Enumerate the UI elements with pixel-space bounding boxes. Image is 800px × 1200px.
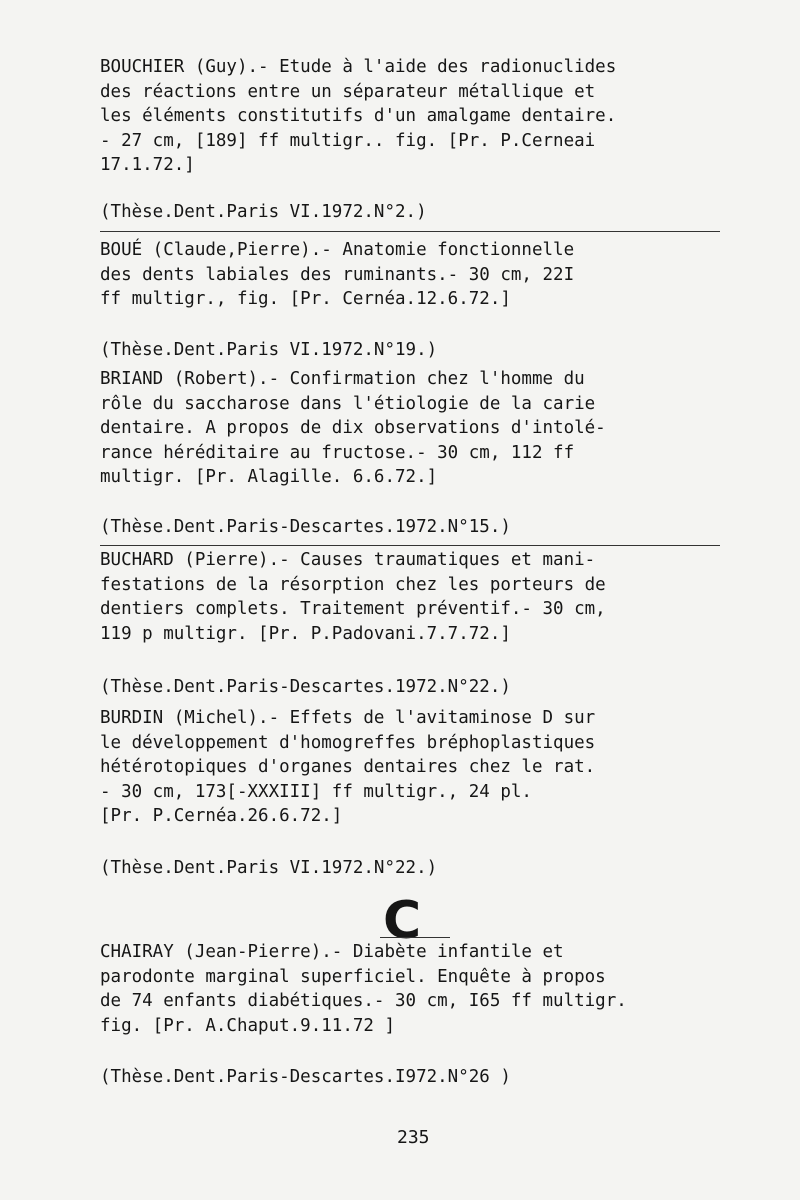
page-number: 235 <box>397 1127 430 1148</box>
entry-line: BRIAND (Robert).- Confirmation chez l'homme du <box>100 369 585 389</box>
entry-line: le développement d'homogreffes bréphoplastiques <box>100 732 596 753</box>
entry-line: ff multigr., fig. [Pr. Cernéa.12.6.72.] <box>100 289 511 309</box>
entry-line: fig. [Pr. A.Chaput.9.11.72 ] <box>100 1015 396 1036</box>
entry-line: dentaire. A propos de dix observations d'intolé- <box>100 418 606 438</box>
entry-line: des réactions entre un séparateur métallique et <box>100 81 596 102</box>
entry-line: rôle du saccharose dans l'étiologie de la carie <box>100 393 596 414</box>
entry-line: BOUCHIER (Guy).- Etude à l'aide des radionuclides <box>100 57 617 77</box>
entry-line: BOUÉ (Claude,Pierre).- Anatomie fonctionnelle <box>100 240 575 260</box>
entry-line: des dents labiales des ruminants.- 30 cm, 22I <box>100 264 575 285</box>
entry-line: dentiers complets. Traitement préventif.- 30 cm, <box>100 599 606 619</box>
divider-rule <box>100 231 720 232</box>
entry-buchard <box>100 548 720 646</box>
thesis-reference: (Thèse.Dent.Paris-Descartes.1972.N°22.) <box>100 677 511 697</box>
entry-line: multigr. [Pr. Alagille. 6.6.72.] <box>100 467 438 487</box>
entry-bouchier <box>100 55 720 178</box>
thesis-reference: (Thèse.Dent.Paris VI.1972.N°19.) <box>100 340 438 360</box>
entry-briand <box>100 367 720 490</box>
entry-line: les éléments constitutifs d'un amalgame dentaire. <box>100 106 617 126</box>
divider-rule <box>100 545 720 546</box>
section-letter-underline <box>380 937 450 938</box>
entry-line: hétérotopiques d'organes dentaires chez le rat. <box>100 757 596 777</box>
entry-line: 17.1.72.] <box>100 155 195 175</box>
entry-line: 119 p multigr. [Pr. P.Padovani.7.7.72.] <box>100 623 511 644</box>
thesis-reference: (Thèse.Dent.Paris-Descartes.I972.N°26 ) <box>100 1067 511 1087</box>
entry-chairay <box>100 940 720 1038</box>
entry-line: festations de la résorption chez les porteurs de <box>100 574 606 595</box>
entry-line: [Pr. P.Cernéa.26.6.72.] <box>100 806 343 826</box>
section-letter: C <box>383 891 422 951</box>
entry-line: parodonte marginal superficiel. Enquête à propos <box>100 966 606 987</box>
entry-line: CHAIRAY (Jean-Pierre).- Diabète infantile et <box>100 942 564 962</box>
entry-line: rance héréditaire au fructose.- 30 cm, 112 ff <box>100 442 575 463</box>
thesis-reference: (Thèse.Dent.Paris-Descartes.1972.N°15.) <box>100 517 511 537</box>
entry-line: - 27 cm, [189] ff multigr.. fig. [Pr. P.Cerneai <box>100 130 596 151</box>
entry-burdin <box>100 706 720 829</box>
entry-line: - 30 cm, 173[-XXXIII] ff multigr., 24 pl. <box>100 781 532 802</box>
entry-line: BURDIN (Michel).- Effets de l'avitaminose D sur <box>100 708 596 728</box>
entry-line: de 74 enfants diabétiques.- 30 cm, I65 ff multigr. <box>100 991 627 1011</box>
entry-line: BUCHARD (Pierre).- Causes traumatiques et mani- <box>100 550 596 570</box>
thesis-reference: (Thèse.Dent.Paris VI.1972.N°2.) <box>100 202 427 222</box>
thesis-reference: (Thèse.Dent.Paris VI.1972.N°22.) <box>100 858 438 878</box>
entry-boue <box>100 238 720 312</box>
